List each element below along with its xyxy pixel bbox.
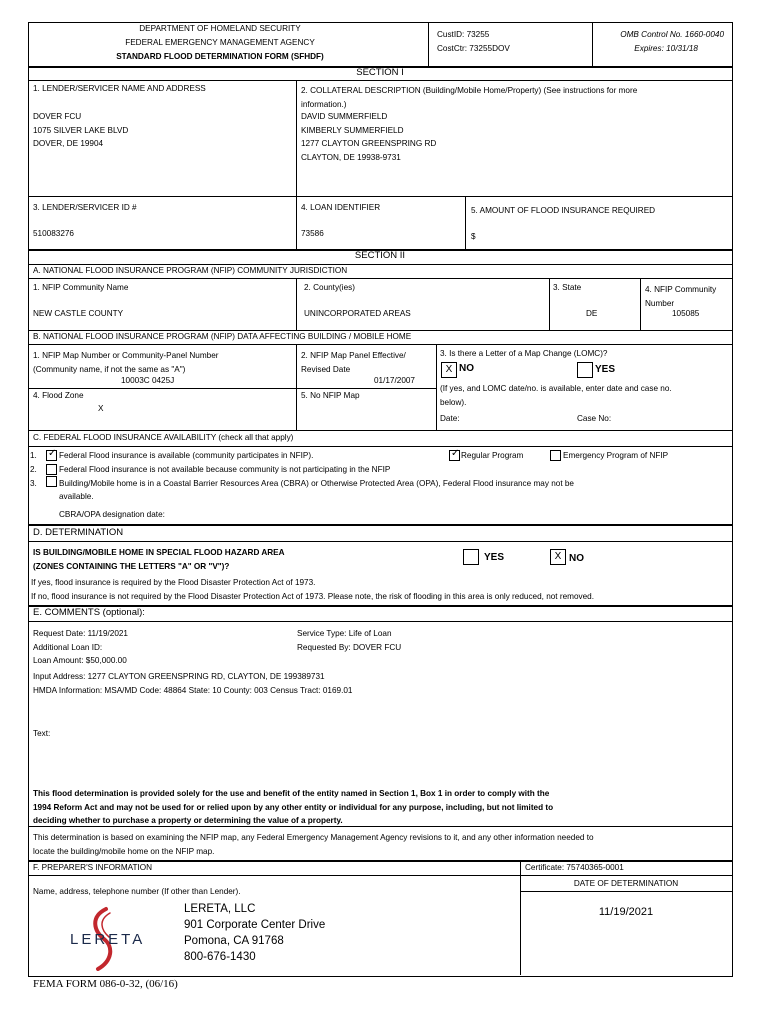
lender-line: 1075 SILVER LAKE BLVD — [33, 125, 129, 135]
c3-text: Building/Mobile home is in a Coastal Barrier Resources Area (CBRA) or Otherwise Protected Area (OPA), Federal Flood insurance may not be — [59, 479, 574, 488]
collateral-line: DAVID SUMMERFIELD — [301, 112, 388, 121]
a1-label: 1. NFIP Community Name — [33, 283, 129, 292]
requested-by: Requested By: DOVER FCU — [297, 642, 402, 652]
company-phone: 800-676-1430 — [184, 951, 256, 963]
logo-wordmark: LERETA — [70, 931, 146, 948]
box2-label: 2. COLLATERAL DESCRIPTION (Building/Mobile Home/Property) (See instructions for more information.) — [301, 86, 638, 109]
dept-line2: FEDERAL EMERGENCY MANAGEMENT AGENCY — [125, 38, 315, 47]
sfha-no-checkbox[interactable]: X — [550, 549, 566, 565]
map-date: 01/17/2007 — [374, 376, 415, 385]
expires: Expires: 10/31/18 — [634, 44, 698, 53]
cost-center: CostCtr: 73255DOV — [437, 44, 510, 53]
comments-right — [297, 627, 401, 654]
service-type: Service Type: Life of Loan — [297, 629, 392, 638]
section-a-title: A. NATIONAL FLOOD INSURANCE PROGRAM (NFIP) COMMUNITY JURISDICTION — [33, 266, 348, 275]
comments-left — [33, 627, 128, 668]
sfha-no-label: NO — [569, 553, 584, 564]
regular-program-label: Regular Program — [461, 451, 524, 460]
box1-label: 1. LENDER/SERVICER NAME AND ADDRESS — [33, 84, 206, 93]
b5-label: 5. No NFIP Map — [301, 391, 360, 400]
request-date: Request Date: 11/19/2021 — [33, 629, 128, 638]
c3-checkbox[interactable] — [46, 476, 57, 487]
company-name: LERETA, LLC — [184, 903, 256, 915]
lomc-yes-checkbox[interactable] — [577, 362, 593, 378]
section1-title: SECTION I — [356, 67, 404, 78]
text-label: Text: — [33, 729, 51, 738]
lender-id: 510083276 — [33, 229, 74, 238]
section-c-title: C. FEDERAL FLOOD INSURANCE AVAILABILITY (check all that apply) — [33, 433, 294, 442]
input-address: Input Address: 1277 CLAYTON GREENSPRING RD, CLAYTON, DE 199389731 — [33, 672, 325, 681]
section-d-title: D. DETERMINATION — [33, 527, 124, 538]
certificate: Certificate: 75740365-0001 — [525, 863, 624, 872]
b2-label: 2. NFIP Map Panel Effective/ Revised Date — [301, 351, 406, 374]
county: UNINCORPORATED AREAS — [304, 309, 411, 318]
emergency-program-label: Emergency Program of NFIP — [563, 451, 669, 460]
additional-loan-id: Additional Loan ID: — [33, 642, 103, 652]
collateral-line: 1277 CLAYTON GREENSPRING RD — [301, 139, 437, 148]
c-item-num: 2. — [30, 465, 37, 474]
date-of-determination-header: DATE OF DETERMINATION — [573, 879, 679, 888]
preparer-name-label: Name, address, telephone number (If other than Lender). — [33, 887, 241, 896]
a3-label: 3. State — [553, 283, 582, 292]
lereta-logo — [60, 905, 160, 971]
community-number: 105085 — [672, 309, 700, 318]
a4-label: 4. NFIP Community Number — [645, 285, 717, 308]
determination-date: 11/19/2021 — [598, 906, 654, 918]
regular-program-checkbox[interactable] — [449, 450, 460, 461]
map-number: 10003C 0425J — [121, 376, 175, 385]
emergency-program-checkbox[interactable] — [550, 450, 561, 461]
form-title: STANDARD FLOOD DETERMINATION FORM (SFHDF) — [116, 52, 324, 61]
lomc-no-label: NO — [459, 363, 474, 374]
sfha-yes-label: YES — [484, 552, 505, 563]
form-number: FEMA FORM 086-0-32, (06/16) — [33, 978, 178, 990]
cust-id: CustID: 73255 — [437, 30, 490, 39]
determination-note-yes: If yes, flood insurance is required by the Flood Disaster Protection Act of 1973. — [31, 578, 316, 587]
c2-checkbox[interactable] — [46, 464, 57, 475]
basis-statement: This determination is based on examining the NFIP map, any Federal Emergency Management Agency revisions to it, and any other information needed to locate the building/mobile home on the NFIP map. — [33, 833, 594, 856]
c1-text: Federal Flood insurance is available (community participates in NFIP). — [59, 451, 314, 460]
section-b-title: B. NATIONAL FLOOD INSURANCE PROGRAM (NFIP) DATA AFFECTING BUILDING / MOBILE HOME — [33, 332, 412, 341]
company-city: Pomona, CA 91768 — [184, 935, 284, 947]
cbra-label: CBRA/OPA designation date: — [59, 510, 165, 519]
flood-zone: X — [98, 404, 104, 413]
omb-control: OMB Control No. 1660-0040 — [620, 30, 724, 39]
preparer-company — [184, 901, 325, 965]
loan-amount: Loan Amount: $50,000.00 — [33, 656, 127, 665]
disclaimer: This flood determination is provided solely for the use and benefit of the entity named in Section 1, Box 1 in order to comply with the 1994 Reform Act and may not be used for or relied upon by any other entity or individual for any purpose, including, but not limited to deciding whether to purchase a property or determining the value of a property. — [33, 789, 554, 825]
section-f-title: F. PREPARER'S INFORMATION — [33, 863, 153, 872]
lomc-no-checkbox[interactable]: X — [441, 362, 457, 378]
lomc-yes-label: YES — [595, 364, 616, 375]
lender-address — [33, 110, 128, 151]
dept-line1: DEPARTMENT OF HOMELAND SECURITY — [139, 24, 301, 33]
box5-label: 5. AMOUNT OF FLOOD INSURANCE REQUIRED — [471, 206, 656, 215]
state: DE — [586, 309, 598, 318]
collateral-description — [301, 110, 436, 164]
b3-label: 3. Is there a Letter of a Map Change (LOMC)? — [440, 349, 608, 358]
lender-line: DOVER FCU — [33, 112, 82, 121]
c2-text: Federal Flood insurance is not available because community is not participating in the NFIP — [59, 465, 391, 474]
lomc-date-label: Date: — [440, 414, 460, 423]
section-e-title: E. COMMENTS (optional): — [33, 607, 145, 618]
determination-note-no: If no, flood insurance is not required by the Flood Disaster Protection Act of 1973. Please note, the risk of flooding in this area is only reduced, not removed. — [31, 592, 594, 601]
b4-label: 4. Flood Zone — [33, 391, 84, 400]
lender-line: DOVER, DE 19904 — [33, 139, 104, 148]
c-item-num: 1. — [30, 451, 37, 460]
collateral-line: CLAYTON, DE 19938-9731 — [301, 152, 401, 162]
b1-label: 1. NFIP Map Number or Community-Panel Number (Community name, if not the same as "A") — [33, 351, 219, 374]
a2-label: 2. County(ies) — [304, 283, 355, 292]
c3-text-continued: available. — [59, 492, 94, 501]
lomc-case-label: Case No: — [577, 414, 612, 423]
loan-id: 73586 — [301, 229, 324, 238]
box4-label: 4. LOAN IDENTIFIER — [301, 203, 381, 212]
community-name: NEW CASTLE COUNTY — [33, 309, 124, 318]
box3-label: 3. LENDER/SERVICER ID # — [33, 203, 137, 212]
insurance-amount: $ — [471, 232, 476, 241]
hmda-info: HMDA Information: MSA/MD Code: 48864 State: 10 County: 003 Census Tract: 0169.01 — [33, 686, 353, 695]
lomc-note: (If yes, and LOMC date/no. is available, enter date and case no. below). — [440, 384, 672, 407]
section2-title: SECTION II — [354, 250, 406, 261]
company-street: 901 Corporate Center Drive — [184, 919, 326, 931]
c-item-num: 3. — [30, 479, 37, 488]
sfha-question: IS BUILDING/MOBILE HOME IN SPECIAL FLOOD HAZARD AREA (ZONES CONTAINING THE LETTERS "A" OR "V")? — [33, 548, 285, 571]
c1-checkbox[interactable] — [46, 450, 57, 461]
sfha-yes-checkbox[interactable] — [463, 549, 479, 565]
collateral-line: KIMBERLY SUMMERFIELD — [301, 125, 404, 135]
